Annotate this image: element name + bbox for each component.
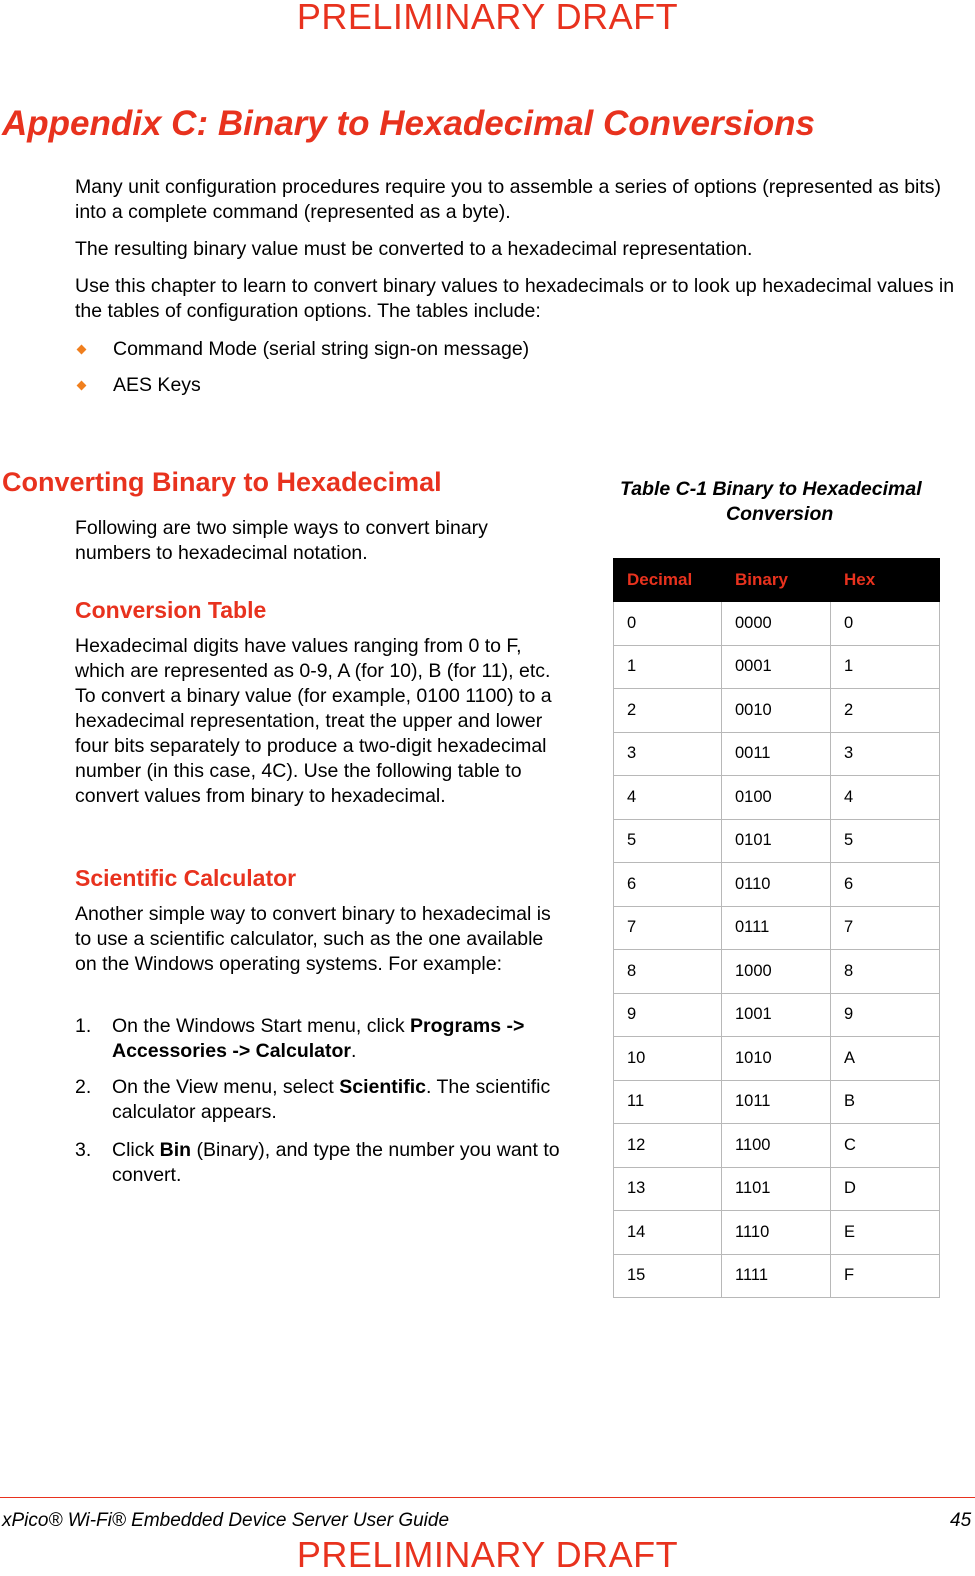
table-row <box>614 1124 940 1168</box>
table-caption-line2: Conversion <box>726 503 834 525</box>
diamond-bullet-icon <box>77 345 87 355</box>
cell-hex: F <box>831 1254 940 1298</box>
cell-decimal: 3 <box>614 732 722 776</box>
table-row <box>614 689 940 733</box>
footer-divider <box>0 1497 975 1498</box>
cell-hex: 3 <box>831 732 940 776</box>
cell-decimal: 0 <box>614 602 722 646</box>
cell-decimal: 1 <box>614 645 722 689</box>
intro-paragraph-1: Many unit configuration procedures require you to assemble a series of options (represented as bits) into a complete command (represented as a byte). <box>75 176 942 223</box>
step-bold: Bin <box>159 1139 192 1161</box>
header-decimal: Decimal <box>614 559 722 602</box>
conversion-table-heading: Conversion Table <box>75 597 267 623</box>
cell-hex: 9 <box>831 993 940 1037</box>
cell-hex: 7 <box>831 906 940 950</box>
watermark-bottom: PRELIMINARY DRAFT <box>296 1534 679 1575</box>
table-header-row <box>614 559 940 602</box>
cell-binary: 0101 <box>722 819 831 863</box>
cell-hex: B <box>831 1080 940 1124</box>
cell-decimal: 6 <box>614 863 722 907</box>
table-row <box>614 1211 940 1255</box>
cell-binary: 1010 <box>722 1037 831 1081</box>
step-text: Click Bin (Binary), and type the number you want to convert. <box>112 1139 560 1186</box>
cell-binary: 0010 <box>722 689 831 733</box>
header-binary: Binary <box>722 559 831 602</box>
cell-hex: D <box>831 1167 940 1211</box>
intro-paragraph-3: Use this chapter to learn to convert binary values to hexadecimals or to look up hexadecimal values in the tables of configuration options. The tables include: <box>75 275 955 322</box>
table-row <box>614 906 940 950</box>
conversion-table <box>613 558 940 1298</box>
cell-binary: 0000 <box>722 602 831 646</box>
appendix-title: Appendix C: Binary to Hexadecimal Conversions <box>2 104 815 143</box>
table-row <box>614 863 940 907</box>
step-number: 3. <box>75 1139 92 1161</box>
cell-hex: 4 <box>831 776 940 820</box>
section-title: Converting Binary to Hexadecimal <box>2 467 442 497</box>
intro-paragraph-2: The resulting binary value must be converted to a hexadecimal representation. <box>75 238 753 260</box>
cell-decimal: 15 <box>614 1254 722 1298</box>
cell-decimal: 2 <box>614 689 722 733</box>
table-caption-line1: Table C-1 Binary to Hexadecimal <box>620 478 922 500</box>
cell-binary: 1000 <box>722 950 831 994</box>
table-row <box>614 993 940 1037</box>
cell-binary: 1100 <box>722 1124 831 1168</box>
cell-hex: 5 <box>831 819 940 863</box>
cell-binary: 1011 <box>722 1080 831 1124</box>
cell-decimal: 10 <box>614 1037 722 1081</box>
cell-binary: 0111 <box>722 906 831 950</box>
cell-binary: 0110 <box>722 863 831 907</box>
bullet-text: Command Mode (serial string sign-on message) <box>113 338 530 360</box>
cell-hex: 6 <box>831 863 940 907</box>
cell-hex: A <box>831 1037 940 1081</box>
cell-hex: 0 <box>831 602 940 646</box>
footer-title: xPico® Wi-Fi® Embedded Device Server User Guide <box>2 1510 450 1531</box>
cell-decimal: 5 <box>614 819 722 863</box>
table-row <box>614 645 940 689</box>
cell-hex: E <box>831 1211 940 1255</box>
cell-binary: 0100 <box>722 776 831 820</box>
step-bold: Scientific <box>339 1076 426 1098</box>
cell-decimal: 7 <box>614 906 722 950</box>
cell-binary: 1101 <box>722 1167 831 1211</box>
cell-decimal: 11 <box>614 1080 722 1124</box>
table-row <box>614 1254 940 1298</box>
cell-hex: 2 <box>831 689 940 733</box>
cell-decimal: 12 <box>614 1124 722 1168</box>
cell-decimal: 8 <box>614 950 722 994</box>
table-row <box>614 1167 940 1211</box>
cell-decimal: 4 <box>614 776 722 820</box>
cell-binary: 1001 <box>722 993 831 1037</box>
step-text: On the Windows Start menu, click Programs -> Accessories -> Calculator. <box>112 1015 525 1062</box>
table-row <box>614 1037 940 1081</box>
table-row <box>614 602 940 646</box>
cell-decimal: 13 <box>614 1167 722 1211</box>
cell-binary: 0011 <box>722 732 831 776</box>
table-row <box>614 819 940 863</box>
cell-decimal: 9 <box>614 993 722 1037</box>
section-intro: Following are two simple ways to convert binary numbers to hexadecimal notation. <box>75 517 488 564</box>
cell-binary: 0001 <box>722 645 831 689</box>
cell-binary: 1111 <box>722 1254 831 1298</box>
table-row <box>614 732 940 776</box>
step-number: 2. <box>75 1076 92 1098</box>
diamond-bullet-icon <box>77 381 87 391</box>
table-row <box>614 950 940 994</box>
bullet-text: AES Keys <box>113 374 201 396</box>
cell-binary: 1110 <box>722 1211 831 1255</box>
header-hex: Hex <box>831 559 940 602</box>
table-row <box>614 1080 940 1124</box>
step-number: 1. <box>75 1015 92 1037</box>
scientific-calculator-heading: Scientific Calculator <box>75 865 297 891</box>
table-row <box>614 776 940 820</box>
cell-hex: C <box>831 1124 940 1168</box>
watermark-top: PRELIMINARY DRAFT <box>296 0 679 37</box>
scientific-calculator-body: Another simple way to convert binary to hexadecimal is to use a scientific calculator, such as the one available on the Windows operating systems. For example: <box>75 903 551 975</box>
step-bold: Programs -> Accessories -> Calculator <box>112 1015 525 1062</box>
cell-decimal: 14 <box>614 1211 722 1255</box>
step-text: On the View menu, select Scientific. The scientific calculator appears. <box>112 1076 551 1123</box>
cell-hex: 1 <box>831 645 940 689</box>
page-number: 45 <box>950 1510 972 1531</box>
cell-hex: 8 <box>831 950 940 994</box>
conversion-table-body: Hexadecimal digits have values ranging from 0 to F, which are represented as 0-9, A (for 10), B (for 11), etc. To convert a binary value (for example, 0100 1100) to a hexadecimal representation, treat the upper and lower four bits separately to produce a two-digit hexadecimal number (in this case, 4C). Use the following table to convert values from binary to hexadecimal. <box>75 635 552 807</box>
